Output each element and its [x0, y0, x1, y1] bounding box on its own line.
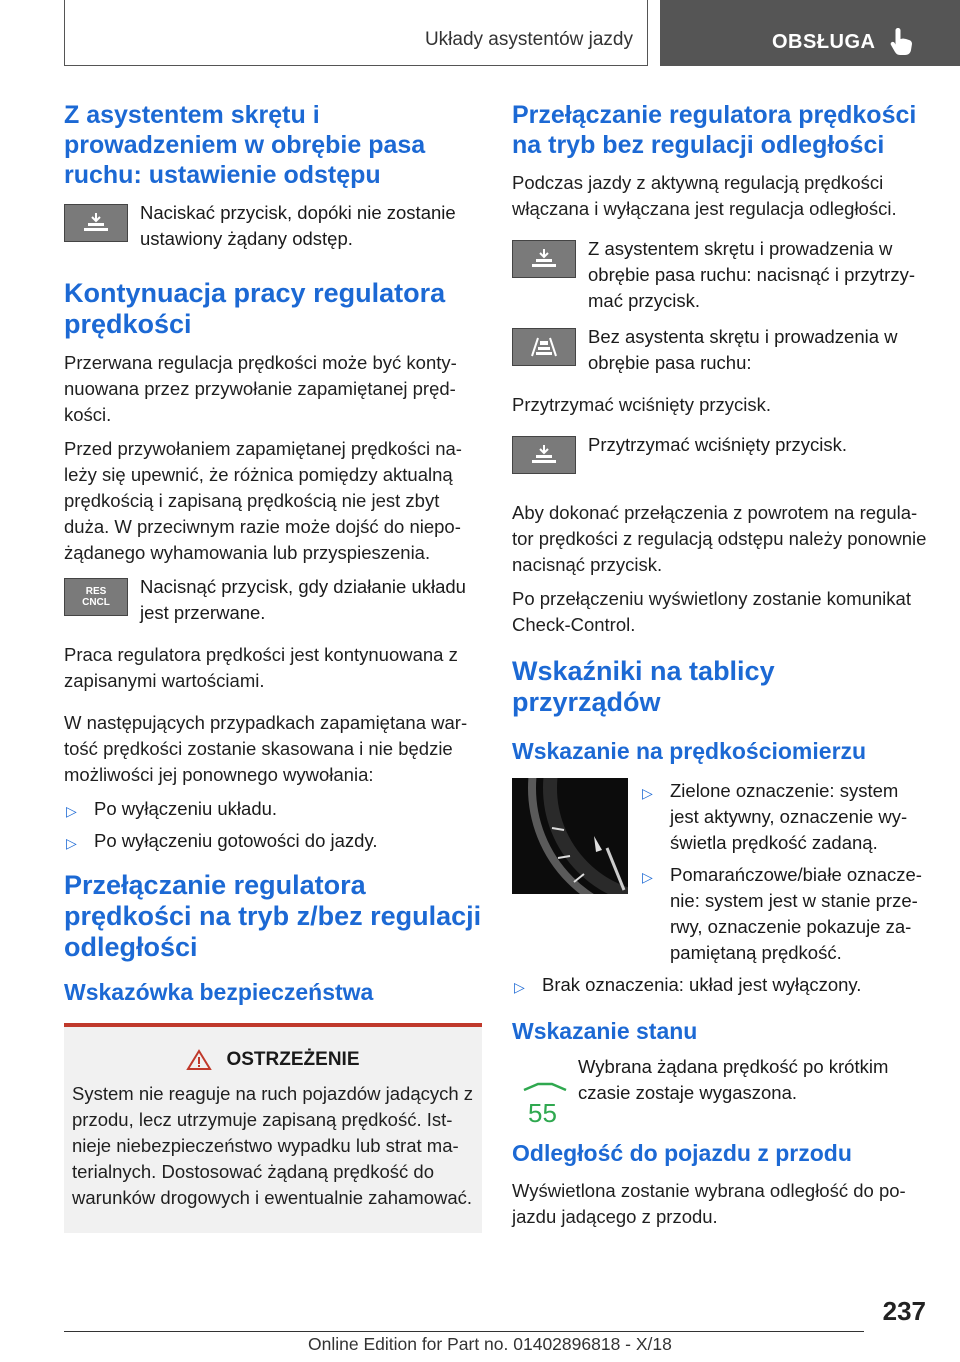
list-item: ▷ Brak oznaczenia: układ jest wyłączony.	[512, 972, 930, 998]
hand-pointer-icon	[888, 26, 916, 56]
list-item: ▷ Zielone oznaczenie: system jest aktywny, oznaczenie wyświetla prędkość zadaną.	[642, 780, 908, 853]
button-row-without-assist	[512, 324, 930, 382]
status-section	[512, 1054, 930, 1126]
heading-status: Wskazanie stanu	[512, 1018, 698, 1044]
distance-bars-icon	[524, 442, 564, 468]
triangle-bullet-icon: ▷	[642, 785, 653, 801]
heading-distance-setting: Z asystentem skrętu i prowadzeniem w obrębie pasa ruchu: ustawienie odstępu	[64, 101, 426, 189]
lane-car-icon	[524, 334, 564, 360]
status-speed-number: 55	[528, 1098, 557, 1126]
section-tab	[660, 0, 960, 66]
page-number: 237	[882, 1296, 926, 1326]
off-list	[512, 972, 930, 998]
heading-no-distance: Przełączanie regulatora prędkości na tryb bez regulacji odległości	[512, 101, 917, 159]
button-row-hold	[512, 432, 930, 490]
cncl-label: CNCL	[82, 597, 110, 608]
list-item: ▷ Pomarańczowe/białe oznaczenie: system jest w stanie przerwy, oznaczenie pokazuje zapamiętaną prędkość.	[642, 864, 922, 963]
warning-title: OSTRZEŻENIE	[226, 1049, 360, 1070]
paragraph: Po przełączeniu wyświetlony zostanie komunikat Check-Control.	[512, 588, 911, 635]
distance-button-icon	[512, 436, 576, 474]
triangle-bullet-icon: ▷	[642, 869, 653, 885]
with-assist-text: Z asystentem skrętu i prowadzenia w obrębie pasa ruchu: nacisnąć i przytrzymać przycisk.	[588, 238, 915, 311]
paragraph: Przed przywołaniem zapamiętanej prędkości należy się upewnić, że różnica pomiędzy aktualną prędkością i zapisaną prędkością nie jest zbyt duża. W przeciwnym razie może dojść do niepożądanego wyhamowania lub przyspieszenia.	[64, 438, 462, 563]
triangle-bullet-icon: ▷	[66, 835, 77, 851]
distance-bars-icon	[524, 246, 564, 272]
heading-indicators: Wskaźniki na tablicy przyrządów	[512, 656, 775, 717]
distance-bars-icon	[76, 210, 116, 236]
footer-divider	[64, 1331, 864, 1332]
button-row-res	[64, 574, 482, 632]
speedometer-section	[512, 778, 930, 968]
lane-distance-button-icon	[512, 328, 576, 366]
without-assist-text: Bez asystenta skrętu i prowadzenia w obrębie pasa ruchu:	[588, 326, 898, 373]
left-column	[64, 100, 482, 1233]
warning-triangle-icon	[186, 1049, 212, 1071]
warning-text: System nie reaguje na ruch pojazdów jadących z przodu, lecz utrzymuje zapisaną prędkość. Istnieje niebezpieczeństwo wypadku lub strat materialnych. Dostosować żądaną prędkość do warunków drogowych i ewentualnie zahamować.	[72, 1083, 474, 1208]
paragraph: Przytrzymać wciśnięty przycisk.	[512, 394, 772, 415]
paragraph: Podczas jazdy z aktywną regulacją prędkości włączana i wyłączana jest regulacja odległości.	[512, 172, 897, 219]
page-header	[64, 0, 960, 66]
heading-safety: Wskazówka bezpieczeństwa	[64, 979, 374, 1005]
heading-resume: Kontynuacja pracy regulatora prędkości	[64, 278, 446, 339]
res-label: RES	[85, 586, 107, 597]
res-button-text: Nacisnąć przycisk, gdy działanie układu jest przerwane.	[140, 576, 466, 623]
distance-button-icon	[512, 240, 576, 278]
button-row-distance	[64, 200, 482, 258]
triangle-bullet-icon: ▷	[66, 803, 77, 819]
heading-speedometer: Wskazanie na prędkościomierzu	[512, 738, 867, 764]
res-cncl-button-icon	[64, 578, 128, 616]
paragraph: Wyświetlona zostanie wybrana odległość do pojazdu jadącego z przodu.	[512, 1180, 906, 1227]
list-item: ▷ Po wyłączeniu układu.	[64, 796, 482, 822]
section-title: OBSŁUGA	[772, 31, 876, 53]
speedometer-image	[512, 778, 628, 894]
triangle-bullet-icon: ▷	[514, 979, 525, 995]
footer-edition: Online Edition for Part no. 01402896818 - X/18	[308, 1334, 672, 1354]
chapter-title: Układy asystentów jazdy	[64, 0, 648, 66]
list-item: ▷ Po wyłączeniu gotowości do jazdy.	[64, 828, 482, 854]
paragraph: Przerwana regulacja prędkości może być kontynuowana przez przywołanie zapamiętanej prędkości.	[64, 352, 457, 425]
heading-mode-switch: Przełączanie regulatora prędkości na tryb z/bez regulacji odległości	[64, 870, 482, 962]
distance-button-icon	[64, 204, 128, 242]
paragraph: W następujących przypadkach zapamiętana wartość prędkości zostanie skasowana i nie będzie możliwości jej ponownego wywołania:	[64, 712, 468, 785]
paragraph: Praca regulatora prędkości jest kontynuowana z zapisanymi wartościami.	[64, 644, 458, 691]
warning-header	[72, 1049, 474, 1071]
heading-distance-ahead: Odległość do pojazdu z przodu	[512, 1140, 852, 1166]
right-column	[512, 100, 930, 1238]
hold-text: Przytrzymać wciśnięty przycisk.	[588, 434, 848, 455]
speedometer-gauge-icon	[512, 778, 628, 894]
warning-box	[64, 1023, 482, 1233]
status-text: Wybrana żądana prędkość po krótkim czasie zostaje wygaszona.	[578, 1056, 889, 1103]
button-row-with-assist	[512, 236, 930, 314]
reset-list	[64, 796, 482, 854]
distance-button-text: Naciskać przycisk, dopóki nie zostanie ustawiony żądany odstęp.	[140, 202, 456, 249]
paragraph: Aby dokonać przełączenia z powrotem na regulator prędkości z regulacją odstępu należy ponownie nacisnąć przycisk.	[512, 502, 927, 575]
speed-status-icon	[516, 1076, 576, 1126]
